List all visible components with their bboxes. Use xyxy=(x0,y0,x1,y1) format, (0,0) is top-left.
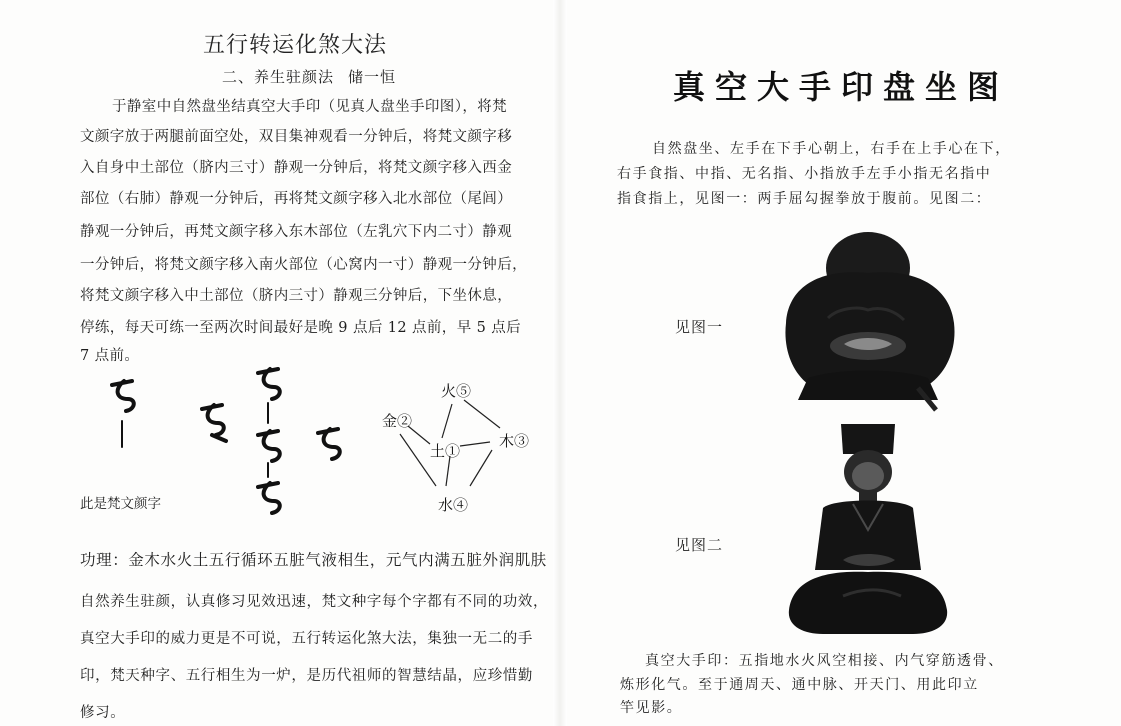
intro-line: 指食指上，见图一：两手屈勾握拳放于腹前。见图二： xyxy=(617,191,992,207)
wuxing-wood-label: 木③ xyxy=(499,432,530,450)
meditation-photo-upright xyxy=(783,420,953,640)
left-page-author: 储一恒 xyxy=(348,68,397,86)
left-page-title: 五行转运化煞大法 xyxy=(202,33,387,58)
wuxing-metal-label: 金② xyxy=(382,412,413,430)
gongli-line: 真空大手印的威力更是不可说，五行转运化煞大法，集独一无二的手 xyxy=(80,631,533,647)
paragraph-line: 文颜字放于两腿前面空处，双目集神观看一分钟后，将梵文颜字移 xyxy=(80,129,513,145)
paragraph-line: 一分钟后，将梵文颜字移入南火部位（心窝内一寸）静观一分钟后， xyxy=(80,257,527,273)
figure-caption: 此是梵文颜字 xyxy=(80,496,161,512)
paragraph-line: 将梵文颜字移入中土部位（脐内三寸）静观三分钟后，下坐休息， xyxy=(80,288,513,304)
figure1-label: 见图一 xyxy=(675,318,724,336)
book-gutter xyxy=(553,0,567,726)
paragraph-line: 静观一分钟后，再梵文颜字移入东木部位（左乳穴下内二寸）静观 xyxy=(80,224,513,240)
paragraph-line: 入自身中土部位（脐内三寸）静观一分钟后，将梵文颜字移入西金 xyxy=(80,160,513,176)
intro-line: 自然盘坐、左手在下手心朝上，右手在上手心在下， xyxy=(652,141,1011,157)
wuxing-earth-label: 土① xyxy=(430,442,461,460)
intro-line: 右手食指、中指、无名指、小指放手左手小指无名指中 xyxy=(617,166,992,182)
wuxing-water-label: 水④ xyxy=(438,496,469,514)
paragraph-line: 7 点前。 xyxy=(80,348,140,364)
outro-line: 炼形化气。至于通周天、通中脉、开天门、用此印立 xyxy=(620,677,979,693)
outro-line: 竿见影。 xyxy=(620,700,683,716)
figure2-label: 见图二 xyxy=(675,536,724,554)
paragraph-line: 于静室中自然盘坐结真空大手印（见真人盘坐手印图），将梵 xyxy=(112,99,508,115)
right-page-title: 真空大手印盘坐图 xyxy=(673,68,1010,106)
meditation-photo-bowing xyxy=(768,228,968,413)
gongli-line: 修习。 xyxy=(80,705,126,721)
gongli-line: 功理：金木水火土五行循环五脏气液相生，元气内满五脏外润肌肤 xyxy=(80,551,547,569)
outro-line: 真空大手印：五指地水火风空相接、内气穿筋透骨、 xyxy=(645,653,1004,669)
left-page-subtitle: 二、养生驻颜法 xyxy=(222,68,335,86)
gongli-line: 印，梵天种字、五行相生为一炉，是历代祖师的智慧结晶，应珍惜勤 xyxy=(80,668,533,684)
wuxing-fire-label: 火⑤ xyxy=(441,382,472,400)
gongli-line: 自然养生驻颜，认真修习见效迅速，梵文种字每个字都有不同的功效， xyxy=(80,594,549,610)
paragraph-line: 停练，每天可练一至两次时间最好是晚 9 点后 12 点前，早 5 点后 xyxy=(80,320,522,336)
paragraph-line: 部位（右肺）静观一分钟后，再将梵文颜字移入北水部位（尾闾） xyxy=(80,191,513,207)
